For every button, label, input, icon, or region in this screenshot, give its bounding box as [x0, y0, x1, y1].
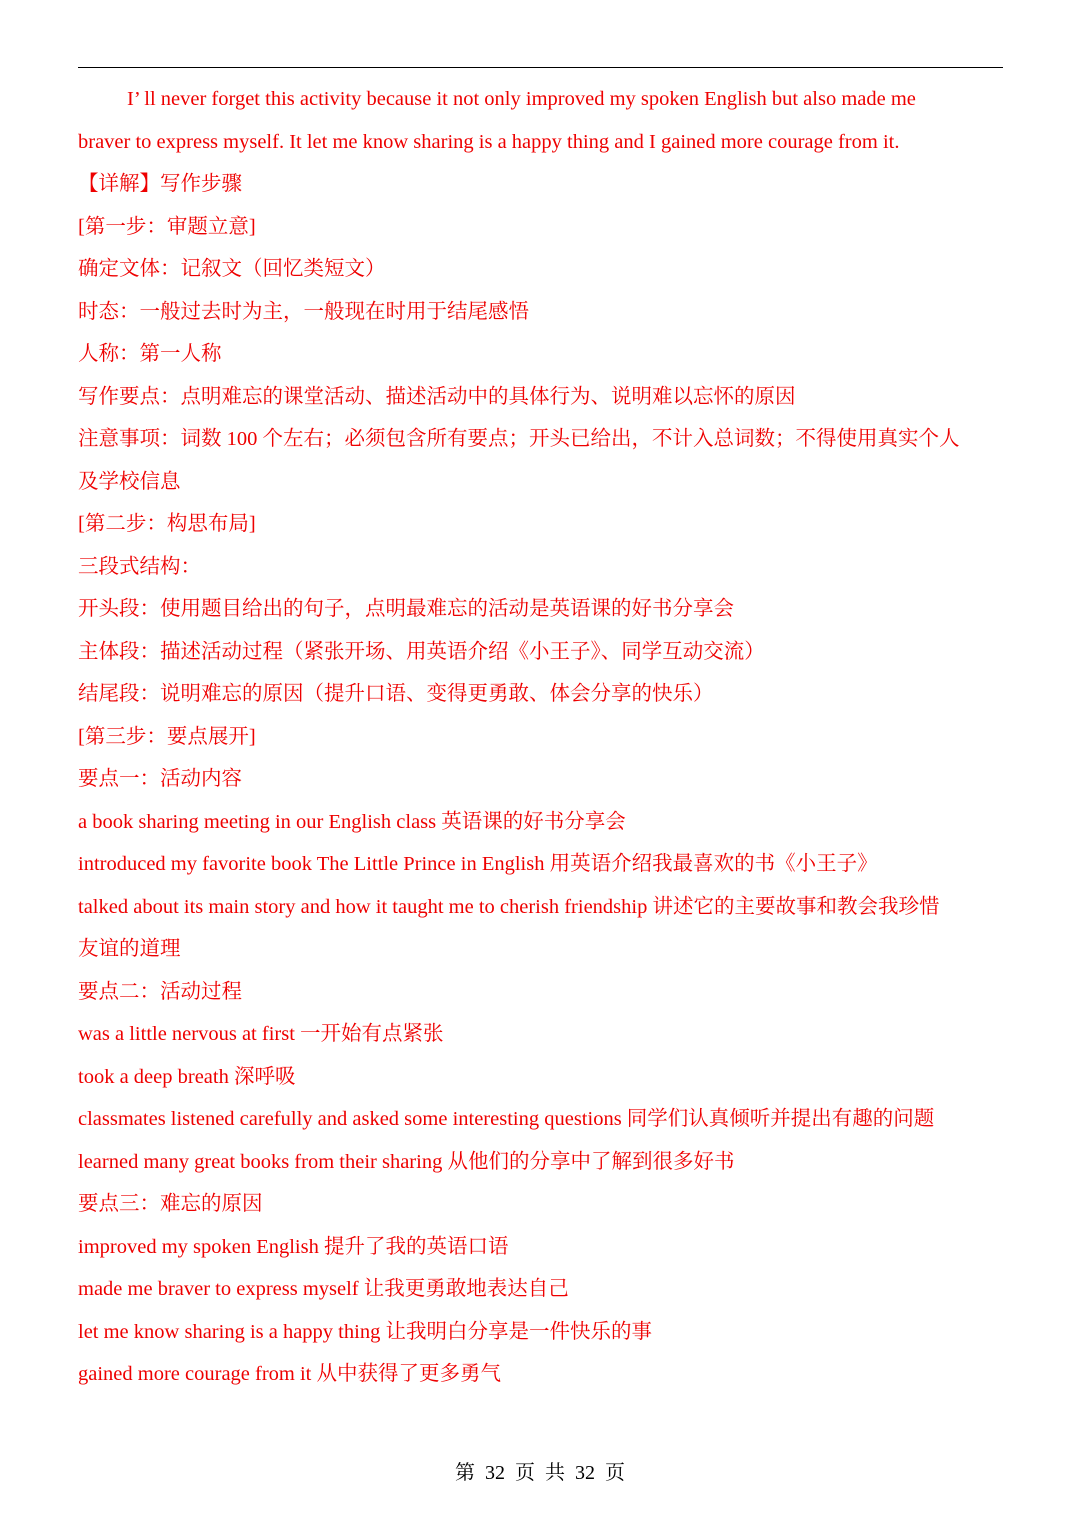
point-heading: 要点二：活动过程 — [78, 980, 242, 1003]
step-heading: [第三步：要点展开] — [78, 725, 256, 748]
phrase-line: 友谊的道理 — [78, 938, 181, 960]
phrase-line: took a deep breath 深呼吸 — [78, 1065, 296, 1088]
text-line: 三段式结构： — [78, 555, 201, 578]
text-line: 写作要点：点明难忘的课堂活动、描述活动中的具体行为、说明难以忘怀的原因 — [78, 385, 796, 408]
point-heading: 要点三：难忘的原因 — [78, 1193, 263, 1215]
phrase-line: let me know sharing is a happy thing 让我明白分享是一件快乐的事 — [78, 1320, 652, 1343]
text-line: 注意事项：词数 100 个左右；必须包含所有要点；开头已给出，不计入总词数；不得使用真实个人 — [78, 428, 960, 450]
section-heading: 【详解】写作步骤 — [78, 173, 242, 195]
text-line: 主体段：描述活动过程（紧张开场、用英语介绍《小王子》、同学互动交流） — [78, 640, 765, 663]
text-line: 及学校信息 — [78, 470, 181, 493]
phrase-line: improved my spoken English 提升了我的英语口语 — [78, 1235, 509, 1258]
paragraph-line: braver to express myself. It let me know sharing is a happy thing and I gained more courage from it. — [78, 130, 900, 153]
phrase-line: talked about its main story and how it taught me to cherish friendship 讲述它的主要故事和教会我珍惜 — [78, 895, 940, 918]
text-line: 人称：第一人称 — [78, 343, 222, 365]
phrase-line: learned many great books from their sharing 从他们的分享中了解到很多好书 — [78, 1150, 735, 1173]
phrase-line: a book sharing meeting in our English class 英语课的好书分享会 — [78, 810, 626, 833]
point-heading: 要点一：活动内容 — [78, 768, 242, 790]
phrase-line: was a little nervous at first 一开始有点紧张 — [78, 1023, 444, 1045]
text-line: 时态：一般过去时为主，一般现在时用于结尾感悟 — [78, 300, 529, 323]
phrase-line: gained more courage from it 从中获得了更多勇气 — [78, 1363, 502, 1385]
paragraph-line: I’ ll never forget this activity because it not only improved my spoken English but also made me — [127, 88, 916, 110]
text-line: 确定文体：记叙文（回忆类短文） — [78, 258, 386, 280]
document-body — [78, 78, 1008, 1396]
text-line: 结尾段：说明难忘的原因（提升口语、变得更勇敢、体会分享的快乐） — [78, 683, 714, 705]
page-footer: 第 32 页 共 32 页 — [455, 1462, 625, 1484]
step-heading: [第一步：审题立意] — [78, 215, 256, 238]
phrase-line: introduced my favorite book The Little Prince in English 用英语介绍我最喜欢的书《小王子》 — [78, 853, 878, 875]
header-rule — [78, 67, 1003, 68]
phrase-line: made me braver to express myself 让我更勇敢地表达自己 — [78, 1278, 569, 1300]
phrase-line: classmates listened carefully and asked some interesting questions 同学们认真倾听并提出有趣的问题 — [78, 1108, 935, 1130]
step-heading: [第二步：构思布局] — [78, 513, 256, 535]
text-line: 开头段：使用题目给出的句子，点明最难忘的活动是英语课的好书分享会 — [78, 598, 734, 620]
